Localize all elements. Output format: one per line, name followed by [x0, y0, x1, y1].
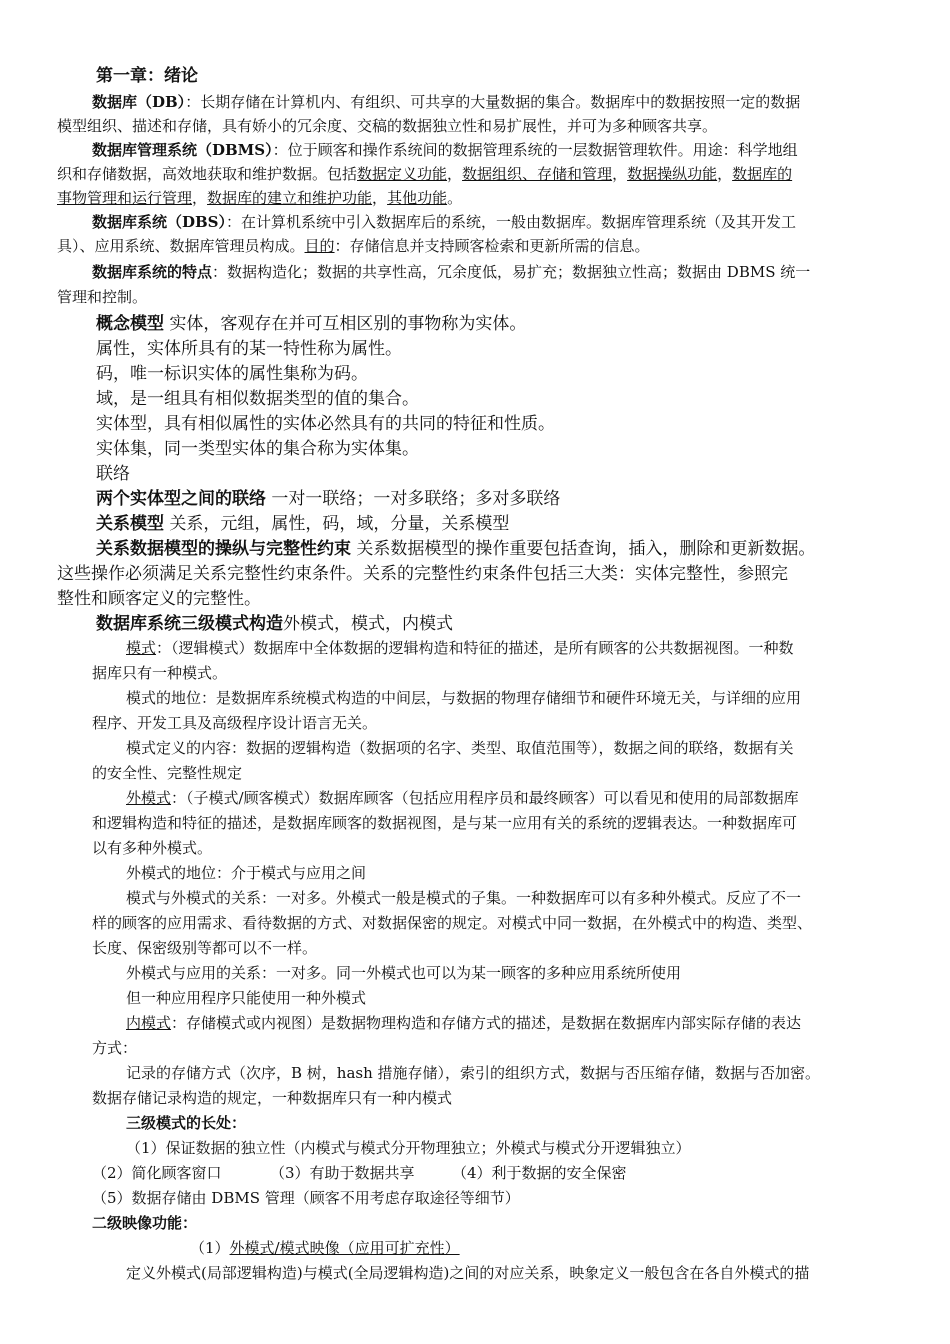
external-line-1: [126, 788, 799, 808]
ops-line-3: 整性和顾客定义的完整性。: [57, 589, 261, 609]
internal-rec-line-1: 记录的存储方式（次序，B 树，hash 措施存储），索引的组织方式，数据与否压缩存储，数据与否加密。: [126, 1064, 821, 1082]
ops-term: 关系数据模型的操纵与完整性约束: [96, 539, 351, 559]
separator: ，: [447, 165, 463, 183]
concept-model-line: [96, 312, 526, 336]
external-rel-line-1: 模式与外模式的关系：一对多。外模式一般是模式的子集。一种数据库可以有多种外模式。反应了不一: [126, 889, 802, 907]
schema-text: ：（逻辑模式）数据库中全体数据的逻辑构造和特征的描述，是所有顾客的公共数据视图。一种数: [156, 639, 794, 657]
external-line-3: 以有多种外模式。: [92, 839, 213, 857]
dbms-term: 数据库管理系统（DBMS）: [92, 141, 273, 159]
three-level-text: 外模式，模式，内模式: [283, 614, 453, 634]
dbs-purpose-label: 目的: [304, 237, 335, 255]
benefit-5: （5）数据存储由 DBMS 管理（顾客不用考虑存取途径等细节）: [92, 1189, 520, 1207]
dbms-paragraph-line-3: [57, 188, 462, 208]
entity-set-definition: 实体集，同一类型实体的集合称为实体集。: [96, 439, 419, 459]
dbms-func-manipulation: 数据操纵功能: [627, 165, 718, 183]
concept-model-term: 概念模型: [96, 314, 164, 334]
external-label: 外模式: [126, 789, 172, 807]
entity-definition: 实体，客观存在并可互相区别的事物称为实体。: [164, 314, 527, 334]
chapter-title: 第一章：绪论: [96, 66, 198, 86]
internal-label: 内模式: [126, 1014, 172, 1032]
relational-model-line: [96, 512, 509, 536]
mapping-item-1: [190, 1238, 460, 1258]
dbms-func-transaction-b: 事物管理和运行管理: [57, 189, 193, 207]
schema-status-line-1: 模式的地位：是数据库系统模式构造的中间层，与数据的物理存储细节和硬件环境无关，与详细的应用: [126, 689, 802, 707]
two-entity-relationship-line: [96, 487, 560, 511]
dbms-paragraph-line-1: [92, 140, 798, 160]
external-rel-line-3: 长度、保密级别等都可以不一样。: [92, 939, 318, 957]
relationship-label: 联络: [96, 464, 130, 484]
dbs-features-line-2: 管理和控制。: [57, 288, 148, 306]
dbms-func-maintenance: 数据库的建立和维护功能: [207, 189, 373, 207]
dbms-text: ：位于顾客和操作系统间的数据管理系统的一层数据管理软件。用途：科学地组: [272, 141, 798, 159]
ops-line-1: [96, 537, 815, 561]
schema-def-line-1: 模式定义的内容：数据的逻辑构造（数据项的名字、类型、取值范围等），数据之间的联络，数据有关: [126, 739, 794, 757]
dbs-features-term: 数据库系统的特点: [92, 263, 213, 281]
three-level-term: 数据库系统三级模式构造: [96, 614, 283, 634]
external-rel-line-2: 样的顾客的应用需求、看待数据的方式、对数据保密的规定。对模式中同一数据，在外模式中的构造、类型、: [92, 914, 813, 932]
db-term: 数据库（DB）: [92, 93, 186, 111]
entity-type-definition: 实体型，具有相似属性的实体必然具有的共同的特征和性质。: [96, 414, 555, 434]
dbms-func-transaction-a: 数据库的: [732, 165, 793, 183]
key-definition: 码，唯一标识实体的属性集称为码。: [96, 364, 368, 384]
dbs-features-line-1: [92, 262, 810, 282]
benefit-2: （2）简化顾客窗口: [92, 1164, 222, 1182]
dbms-paragraph-line-2: [57, 164, 792, 184]
benefit-3: （3）有助于数据共享: [270, 1164, 415, 1182]
internal-line-1: [126, 1013, 801, 1033]
separator: ，: [372, 189, 388, 207]
period: 。: [447, 189, 463, 207]
external-status: 外模式的地位：介于模式与应用之间: [126, 864, 367, 882]
schema-line-1: [126, 638, 794, 658]
dbs-paragraph-line-2: [57, 236, 650, 256]
external-app-line-1: 外模式与应用的关系：一对多。同一外模式也可以为某一顾客的多种应用系统所使用: [126, 964, 682, 982]
dbms-func-organization: 数据组织、存储和管理: [462, 165, 613, 183]
schema-line-2: 据库只有一种模式。: [92, 664, 228, 682]
ops-line-2: 这些操作必须满足关系完整性约束条件。关系的完整性约束条件包括三大类：实体完整性，参照完: [57, 564, 788, 584]
three-level-line: [96, 612, 453, 636]
dbms-func-other: 其他功能: [387, 189, 448, 207]
attribute-definition: 属性，实体所具有的某一特性称为属性。: [96, 339, 402, 359]
schema-status-line-2: 程序、开发工具及高级程序设计语言无关。: [92, 714, 378, 732]
separator: ，: [612, 165, 628, 183]
benefits-title: 三级模式的长处：: [126, 1114, 247, 1132]
mapping-desc: 定义外模式(局部逻辑构造)与模式(全局逻辑构造)之间的对应关系，映象定义一般包含在各自外模式的描: [126, 1264, 810, 1282]
dbs-text: ：在计算机系统中引入数据库后的系统，一般由数据库。数据库管理系统（及其开发工: [226, 213, 797, 231]
dbms-includes: 织和存储数据，高效地获取和维护数据。包括: [57, 165, 358, 183]
separator: ，: [717, 165, 733, 183]
benefit-1: （1）保证数据的独立性（内模式与模式分开物理独立；外模式与模式分开逻辑独立）: [126, 1139, 691, 1157]
external-text: ：（子模式/顾客模式）数据库顾客（包括应用程序员和最终顾客）可以看见和使用的局部数据库: [171, 789, 799, 807]
dbs-paragraph-line-1: [92, 212, 796, 232]
internal-rec-line-2: 数据存储记录构造的规定，一种数据库只有一种内模式: [92, 1089, 453, 1107]
schema-def-line-2: 的安全性、完整性规定: [92, 764, 243, 782]
domain-definition: 域，是一组具有相似数据类型的值的集合。: [96, 389, 419, 409]
relational-model-text: 关系，元组，属性，码，域，分量，关系模型: [164, 514, 510, 534]
mapping-title: 二级映像功能：: [92, 1214, 198, 1232]
dbs-components: 具）、应用系统、数据库管理员构成。: [57, 237, 305, 255]
dbms-func-definition: 数据定义功能: [357, 165, 448, 183]
mapping-item-number: （1）: [190, 1239, 230, 1257]
dbs-features-text: ：数据构造化；数据的共享性高，冗余度低，易扩充；数据独立性高；数据由 DBMS 统一: [212, 263, 811, 281]
external-app-line-2: 但一种应用程序只能使用一种外模式: [126, 989, 367, 1007]
two-entity-term: 两个实体型之间的联络: [96, 489, 266, 509]
external-line-2: 和逻辑构造和特征的描述，是数据库顾客的数据视图，是与某一应用有关的系统的逻辑表达。一种数据库可: [92, 814, 798, 832]
mapping-item-1-text: 外模式/模式映像（应用可扩充性）: [229, 1239, 460, 1257]
two-entity-text: 一对一联络；一对多联络；多对多联络: [266, 489, 561, 509]
internal-line-2: 方式：: [92, 1039, 138, 1057]
db-paragraph-line-2: 模型组织、描述和存储，具有娇小的冗余度、交稿的数据独立性和易扩展性，并可为多种顾客共享。: [57, 117, 718, 135]
benefit-4: （4）利于数据的安全保密: [452, 1164, 627, 1182]
db-text: ：长期存储在计算机内、有组织、可共享的大量数据的集合。数据库中的数据按照一定的数据: [185, 93, 801, 111]
dbs-purpose-text: ：存储信息并支持顾客检索和更新所需的信息。: [334, 237, 650, 255]
schema-label: 模式: [126, 639, 157, 657]
internal-text: ：存储模式或内视图）是数据物理构造和存储方式的描述，是数据在数据库内部实际存储的表达: [171, 1014, 802, 1032]
ops-text: 关系数据模型的操作重要包括查询，插入，删除和更新数据。: [351, 539, 816, 559]
separator: ，: [192, 189, 208, 207]
relational-model-term: 关系模型: [96, 514, 164, 534]
dbs-term: 数据库系统（DBS）: [92, 213, 227, 231]
db-paragraph-line-1: [92, 92, 800, 112]
